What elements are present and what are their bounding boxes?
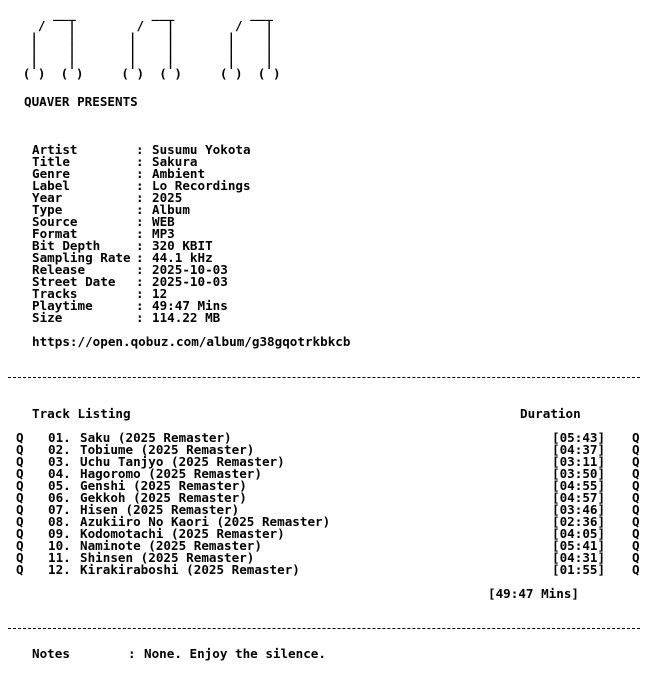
q-marker-right: Q xyxy=(632,562,640,577)
track-duration: [04:55] xyxy=(552,478,606,493)
q-marker-left: Q xyxy=(16,526,24,541)
info-separator: : xyxy=(136,250,144,265)
q-marker-right: Q xyxy=(632,478,640,493)
track-number: 10. xyxy=(48,538,71,553)
info-row xyxy=(32,312,251,324)
info-value: Sakura xyxy=(152,154,198,169)
track-duration: [03:50] xyxy=(552,466,606,481)
info-label: Title xyxy=(32,154,70,169)
q-marker-left: Q xyxy=(16,550,24,565)
info-value: Album xyxy=(152,202,190,217)
info-value: 49:47 Mins xyxy=(152,298,228,313)
info-label: Source xyxy=(32,214,78,229)
info-separator: : xyxy=(136,238,144,253)
info-separator: : xyxy=(136,166,144,181)
q-marker-left: Q xyxy=(16,454,24,469)
track-title: Tobiume (2025 Remaster) xyxy=(80,442,255,457)
track-number: 08. xyxy=(48,514,71,529)
info-value: WEB xyxy=(152,214,175,229)
info-value: 2025 xyxy=(152,190,183,205)
track-duration: [01:55] xyxy=(552,562,606,577)
track-title: Kirakiraboshi (2025 Remaster) xyxy=(80,562,300,577)
info-value: Lo Recordings xyxy=(152,178,251,193)
track-title: Naminote (2025 Remaster) xyxy=(80,538,262,553)
info-separator: : xyxy=(136,298,144,313)
divider xyxy=(8,628,640,629)
q-marker-left: Q xyxy=(16,442,24,457)
q-marker-right: Q xyxy=(632,430,640,445)
info-separator: : xyxy=(136,190,144,205)
track-duration: [04:37] xyxy=(552,442,606,457)
track-number: 05. xyxy=(48,478,71,493)
track-number: 09. xyxy=(48,526,71,541)
info-label: Street Date xyxy=(32,274,116,289)
track-duration: [04:31] xyxy=(552,550,606,565)
track-number: 12. xyxy=(48,562,71,577)
q-marker-right: Q xyxy=(632,550,640,565)
track-number: 06. xyxy=(48,490,71,505)
info-label: Release xyxy=(32,262,86,277)
info-separator: : xyxy=(136,226,144,241)
track-duration: [02:36] xyxy=(552,514,606,529)
notes-label: Notes xyxy=(32,646,70,661)
q-marker-right: Q xyxy=(632,454,640,469)
track-title: Uchu Tanjyo (2025 Remaster) xyxy=(80,454,285,469)
track-duration: [03:11] xyxy=(552,454,606,469)
notes-value: None. Enjoy the silence. xyxy=(144,646,326,661)
track-title: Azukiiro No Kaori (2025 Remaster) xyxy=(80,514,331,529)
q-marker-right: Q xyxy=(632,466,640,481)
track-duration: [04:05] xyxy=(552,526,606,541)
info-separator: : xyxy=(136,262,144,277)
info-separator: : xyxy=(136,274,144,289)
track-title: Hagoromo (2025 Remaster) xyxy=(80,466,262,481)
track-number: 01. xyxy=(48,430,71,445)
info-separator: : xyxy=(136,142,144,157)
track-duration: [05:41] xyxy=(552,538,606,553)
track-duration: [03:46] xyxy=(552,502,606,517)
info-separator: : xyxy=(136,310,144,325)
info-value: MP3 xyxy=(152,226,175,241)
track-title: Shinsen (2025 Remaster) xyxy=(80,550,255,565)
track-listing-heading: Track Listing xyxy=(32,406,131,421)
q-marker-left: Q xyxy=(16,562,24,577)
track-row xyxy=(0,564,648,576)
track-title: Hisen (2025 Remaster) xyxy=(80,502,240,517)
track-number: 03. xyxy=(48,454,71,469)
ascii-logo: ___ ___ ___ / | / | / | | | | | | | | | | | | | | | | | | | ( ) ( ) ( ) ( ) ( ) ( ) xyxy=(22,6,281,81)
q-marker-right: Q xyxy=(632,526,640,541)
info-value: 114.22 MB xyxy=(152,310,221,325)
info-label: Type xyxy=(32,202,63,217)
info-label: Year xyxy=(32,190,63,205)
q-marker-right: Q xyxy=(632,490,640,505)
album-url-link[interactable]: https://open.qobuz.com/album/g38gqotrkbkcb xyxy=(32,334,351,349)
info-label: Label xyxy=(32,178,70,193)
track-title: Genshi (2025 Remaster) xyxy=(80,478,247,493)
q-marker-right: Q xyxy=(632,442,640,457)
release-info xyxy=(32,144,251,324)
track-list xyxy=(0,432,648,576)
q-marker-left: Q xyxy=(16,430,24,445)
info-value: Ambient xyxy=(152,166,206,181)
track-number: 02. xyxy=(48,442,71,457)
q-marker-right: Q xyxy=(632,502,640,517)
info-label: Format xyxy=(32,226,78,241)
q-marker-left: Q xyxy=(16,478,24,493)
q-marker-left: Q xyxy=(16,514,24,529)
track-duration: [04:57] xyxy=(552,490,606,505)
info-label: Sampling Rate xyxy=(32,250,131,265)
info-separator: : xyxy=(136,202,144,217)
info-value: 44.1 kHz xyxy=(152,250,213,265)
q-marker-left: Q xyxy=(16,538,24,553)
info-separator: : xyxy=(136,214,144,229)
info-label: Bit Depth xyxy=(32,238,101,253)
info-separator: : xyxy=(136,178,144,193)
divider xyxy=(8,377,640,378)
info-label: Genre xyxy=(32,166,70,181)
info-separator: : xyxy=(136,286,144,301)
total-playtime: [49:47 Mins] xyxy=(488,586,579,601)
track-number: 11. xyxy=(48,550,71,565)
track-title: Kodomotachi (2025 Remaster) xyxy=(80,526,285,541)
info-label: Artist xyxy=(32,142,78,157)
track-duration: [05:43] xyxy=(552,430,606,445)
info-label: Playtime xyxy=(32,298,93,313)
notes-separator: : xyxy=(128,646,136,661)
info-value: 2025-10-03 xyxy=(152,262,228,277)
q-marker-left: Q xyxy=(16,502,24,517)
q-marker-right: Q xyxy=(632,514,640,529)
q-marker-left: Q xyxy=(16,490,24,505)
info-separator: : xyxy=(136,154,144,169)
q-marker-right: Q xyxy=(632,538,640,553)
info-value: 2025-10-03 xyxy=(152,274,228,289)
q-marker-left: Q xyxy=(16,466,24,481)
info-label: Size xyxy=(32,310,63,325)
info-value: Susumu Yokota xyxy=(152,142,251,157)
track-number: 07. xyxy=(48,502,71,517)
presents-heading: QUAVER PRESENTS xyxy=(24,94,138,109)
info-value: 320 KBIT xyxy=(152,238,213,253)
info-value: 12 xyxy=(152,286,168,301)
track-title: Gekkoh (2025 Remaster) xyxy=(80,490,247,505)
track-title: Saku (2025 Remaster) xyxy=(80,430,232,445)
info-label: Tracks xyxy=(32,286,78,301)
duration-heading: Duration xyxy=(520,406,581,421)
track-number: 04. xyxy=(48,466,71,481)
